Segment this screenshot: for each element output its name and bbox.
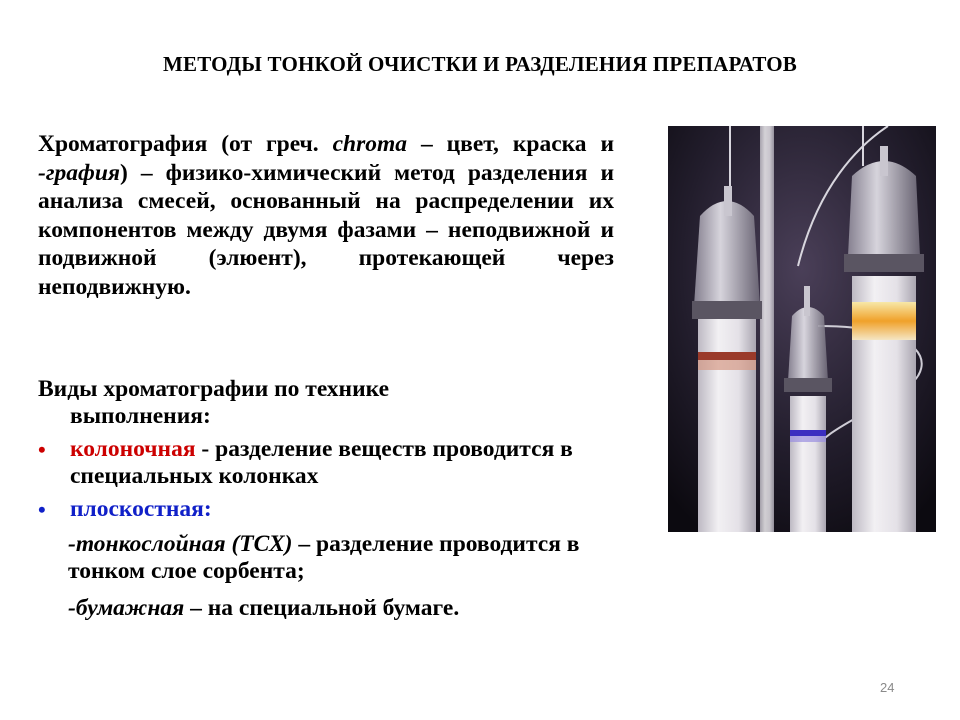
column-desc: - разделение веществ проводится в специальных колонках bbox=[70, 436, 573, 489]
column-term: колоночная bbox=[70, 436, 196, 462]
definition-part3: ) – физико-химический метод разделения и анализа смесей, основанный на распределении их компонентов между двумя фазами – неподвижной и подвижной (элюент), протекающей через неподвижную. bbox=[38, 159, 614, 300]
definition-paragraph bbox=[38, 130, 614, 301]
tlc-desc: – разделение проводится в тонком слое сорбента; bbox=[68, 531, 580, 584]
types-heading-line1: Виды хроматографии по технике bbox=[38, 376, 390, 402]
definition-part1: Хроматография (от греч. bbox=[38, 131, 333, 157]
paper-desc: – на специальной бумаге. bbox=[184, 595, 460, 621]
definition-chroma: chroma bbox=[332, 131, 408, 157]
bullet-dot: • bbox=[38, 437, 46, 462]
tlc-term: -тонкослойная (ТСХ) bbox=[68, 531, 293, 557]
types-heading bbox=[38, 376, 638, 430]
tlc-item bbox=[38, 531, 638, 585]
paper-term: -бумажная bbox=[68, 595, 185, 621]
definition-grafiya: -графия bbox=[38, 159, 120, 186]
types-heading-line2: выполнения: bbox=[70, 403, 211, 429]
page-number: 24 bbox=[880, 680, 895, 695]
chromatography-columns-photo bbox=[668, 126, 936, 532]
bullet-planar bbox=[38, 496, 638, 523]
definition-part2: – цвет, краска и bbox=[407, 131, 615, 157]
bullet-dot: • bbox=[38, 497, 46, 522]
bullet-column bbox=[38, 436, 638, 490]
photo-illustration bbox=[668, 126, 936, 532]
types-section bbox=[38, 376, 638, 622]
slide-title: МЕТОДЫ ТОНКОЙ ОЧИСТКИ И РАЗДЕЛЕНИЯ ПРЕПАРАТОВ bbox=[162, 52, 798, 76]
paper-item bbox=[38, 595, 638, 622]
planar-term: плоскостная: bbox=[70, 496, 212, 522]
